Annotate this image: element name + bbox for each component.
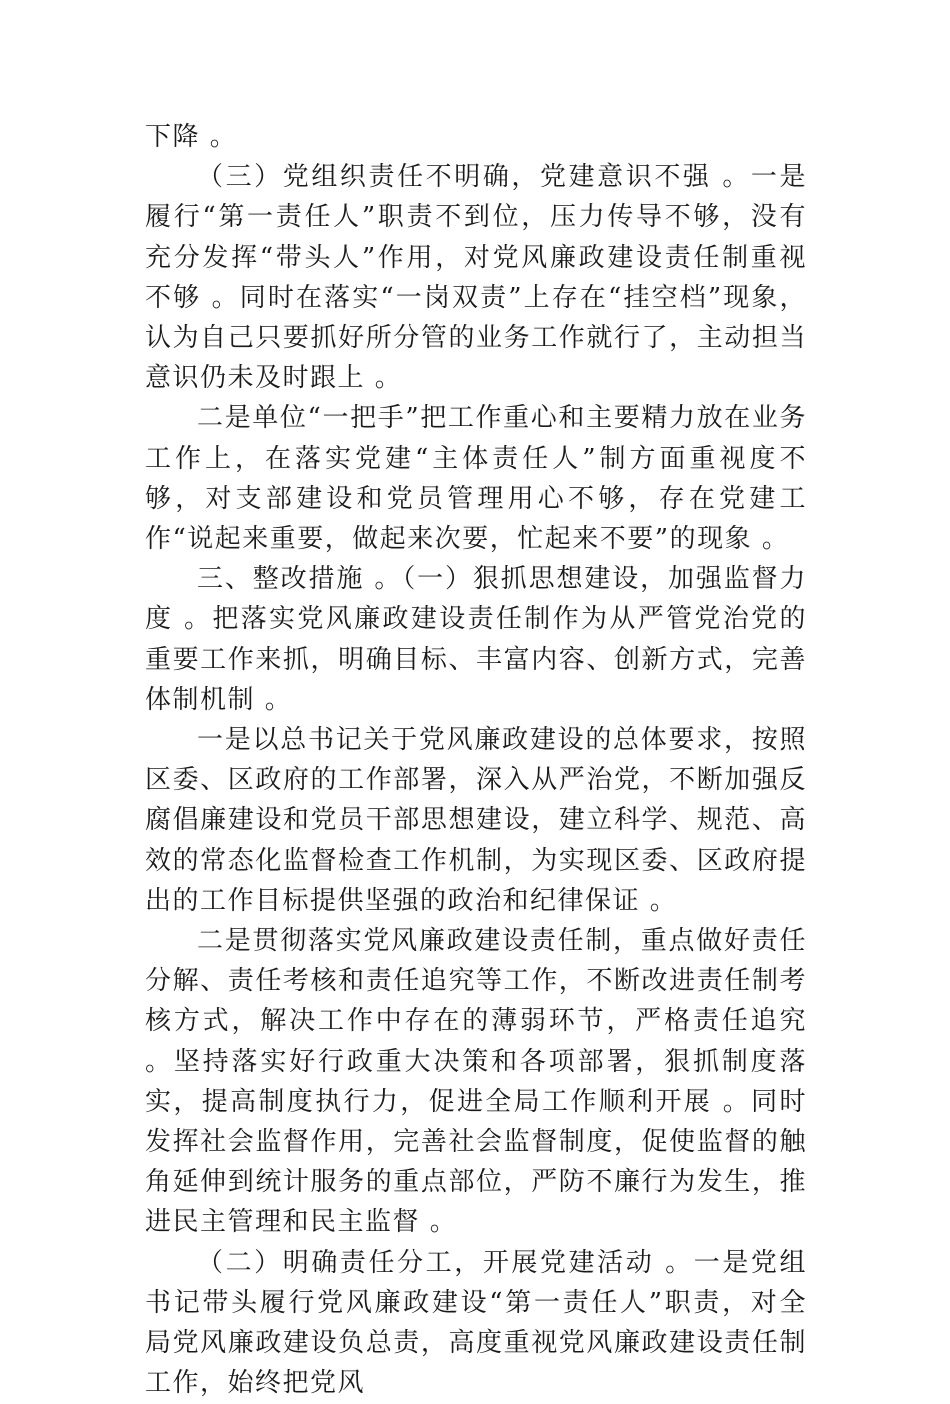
paragraph-continuation: 下降 。 <box>145 122 238 152</box>
paragraph-party-responsibility: （三）党组织责任不明确，党建意识不强 。一是履行“第一责任人”职责不到位，压力传导不够，没有充分发挥“带头人”作用，对党风廉政建设责任制重视不够 。同时在落实“一岗双责”上存在“挂空档”现象，认为自己只要抓好所分管的业务工作就行了，主动担当意识仍未及时跟上 。 <box>145 162 807 394</box>
paragraph-responsibility-system: 二是贯彻落实党风廉政建设责任制，重点做好责任分解、责任考核和责任追究等工作，不断改进责任制考核方式，解决工作中存在的薄弱环节，严格责任追究 。坚持落实好行政重大决策和各项部署，狠抓制度落实，提高制度执行力，促进全局工作顺利开展 。同时发挥社会监督作用，完善社会监督制度，促使监督的触角延伸到统计服务的重点部位，严防不廉行为发生，推进民主管理和民主监督 。 <box>145 926 807 1238</box>
paragraph-unit-leader: 二是单位“一把手”把工作重心和主要精力放在业务工作上，在落实党建“主体责任人”制方面重视度不够，对支部建设和党员管理用心不够，存在党建工作“说起来重要，做起来次要，忙起来不要”的现象 。 <box>145 403 807 555</box>
paragraph-rectification-measures: 三、整改措施 。（一）狠抓思想建设，加强监督力度 。把落实党风廉政建设责任制作为从严管党治党的重要工作来抓，明确目标、丰富内容、创新方式，完善体制机制 。 <box>145 564 807 715</box>
document-body <box>145 117 807 1404</box>
paragraph-clarify-division: （二）明确责任分工，开展党建活动 。一是党组书记带头履行党风廉政建设“第一责任人”职责，对全局党风廉政建设负总责，高度重视党风廉政建设责任制工作，始终把党风 <box>145 1247 807 1399</box>
paragraph-general-requirements: 一是以总书记关于党风廉政建设的总体要求，按照区委、区政府的工作部署，深入从严治党，不断加强反腐倡廉建设和党员干部思想建设，建立科学、规范、高效的常态化监督检查工作机制，为实现区委、区政府提出的工作目标提供坚强的政治和纪律保证 。 <box>145 725 807 916</box>
